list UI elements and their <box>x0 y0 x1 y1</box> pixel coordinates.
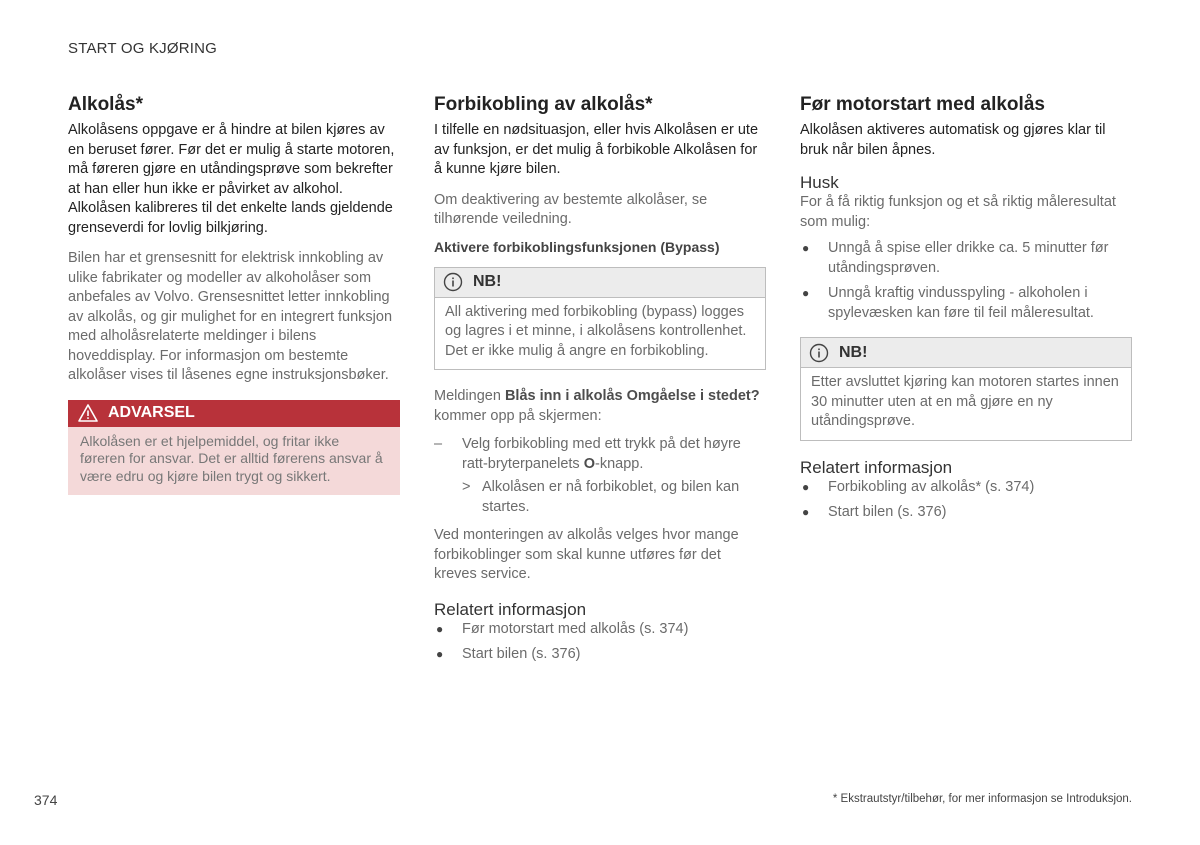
paragraph-activation: Alkolåsen aktiveres automatisk og gjøres klar til bruk når bilen åpnes. <box>800 122 1106 158</box>
related-link-text: Start bilen (s. 376) <box>462 646 581 662</box>
husk-item-text: Unngå kraftig vindusspyling - alkoholen i spylevæsken kan føre til feil måleresultat. <box>828 285 1094 321</box>
warning-header <box>68 400 400 427</box>
paragraph-deactivation: Om deaktivering av bestemte alkolåser, se tilhørende veiledning. <box>434 191 708 227</box>
warning-title: ADVARSEL <box>108 404 195 421</box>
column-alkolas <box>68 93 400 495</box>
column-motorstart <box>800 93 1132 529</box>
heading-alkolas: Alkolås* <box>68 94 143 115</box>
step-text-b: -knapp. <box>594 455 644 472</box>
note-text: Etter avsluttet kjøring kan motoren startes innen 30 minutter uten at en må gjøre en ny utåndingsprøve. <box>811 374 1119 429</box>
warning-triangle-icon <box>78 403 98 423</box>
bullet-icon: ● <box>802 505 810 519</box>
note-text: All aktivering med forbikobling (bypass) logges og lagres i et minne, i alkolåsens kontrollenhet. Det er ikke mulig å angre en forbikobling. <box>445 303 747 359</box>
message-highlight: Blås inn i alkolås Omgåelse i stedet? <box>504 388 760 404</box>
page-number: 374 <box>34 792 58 808</box>
heading-related-info: Relatert informasjon <box>800 457 953 477</box>
husk-list <box>800 239 1132 323</box>
related-list <box>434 620 766 665</box>
related-link-1[interactable] <box>800 478 1132 498</box>
step-button-label: O <box>583 455 595 472</box>
related-link-text: Forbikobling av alkolås* (s. 374) <box>828 478 1035 495</box>
paragraph-service: Ved monteringen av alkolås velges hvor mange forbikoblinger som skal kunne utføres før det kreves service. <box>434 527 739 582</box>
bullet-icon: ● <box>802 241 810 255</box>
heading-related-info: Relatert informasjon <box>434 599 587 619</box>
note-title: NB! <box>473 273 502 290</box>
paragraph-interface: Bilen har et grensesnitt for elektrisk innkobling av ulike fabrikater og modeller av alkoholåser som anbefales av Volvo. Grensesnittet letter innkobling av alkolås, og gir mulighet for en integrert funksjon med alholåsrelaterte meldinger i bilens hoveddisplay. For informasjon om bestemte alkolåser vises til låsenes egne instruksjonsbøker. <box>68 250 393 383</box>
note-box <box>434 267 766 371</box>
paragraph-emergency: I tilfelle en nødsituasjon, eller hvis Alkolåsen er ute av funksjon, er det mulig å forbikoble Alkolåsen for å kunne kjøre bilen. <box>434 122 759 177</box>
note-header <box>435 268 765 298</box>
bullet-icon: ● <box>436 647 444 661</box>
heading-forbikobling: Forbikobling av alkolås* <box>434 94 653 115</box>
section-header: START OG KJØRING <box>68 40 218 57</box>
husk-item-1 <box>800 239 1132 278</box>
heading-motorstart: Før motorstart med alkolås <box>800 94 1045 115</box>
paragraph-message <box>434 387 766 426</box>
column-forbikobling <box>434 93 766 671</box>
result-text: Alkolåsen er nå forbikoblet, og bilen kan startes. <box>482 479 740 515</box>
related-link-2[interactable] <box>800 503 1132 523</box>
paragraph-husk: For å få riktig funksjon og et så riktig måleresultat som mulig: <box>800 194 1116 230</box>
subheading-bypass: Aktivere forbikoblingsfunksjonen (Bypass) <box>434 238 720 255</box>
husk-item-text: Unngå å spise eller drikke ca. 5 minutter før utåndingsprøven. <box>828 240 1109 276</box>
bullet-icon: ● <box>802 479 810 494</box>
step-dash: – <box>434 436 443 452</box>
heading-husk: Husk <box>800 173 839 192</box>
husk-item-2 <box>800 284 1132 323</box>
related-link-2[interactable] <box>434 645 766 665</box>
footnote: * Ekstrautstyr/tilbehør, for mer informasjon se Introduksjon. <box>832 793 1132 805</box>
related-link-1[interactable] <box>434 620 766 640</box>
warning-text: Alkolåsen er et hjelpemiddel, og fritar ikke føreren for ansvar. Det er alltid førerens ansvar å være edru og kjøre bilen trygt og sikkert. <box>80 432 383 484</box>
paragraph-intro: Alkolåsens oppgave er å hindre at bilen kjøres av en beruset fører. Før det er mulig å starte motoren, må føreren gjøre en utåndingsprøve som bekrefter at han eller hun ikke er påvirket av alkohol. Alkolåsen kalibreres til det enkelte lands gjeldende grenseverdi for lovlig bilkjøring. <box>68 122 395 236</box>
related-link-text: Start bilen (s. 376) <box>828 504 947 520</box>
related-link-text: Før motorstart med alkolås (s. 374) <box>462 620 689 637</box>
result-arrow: > <box>462 479 471 495</box>
step-item <box>434 435 766 474</box>
note-box <box>800 337 1132 441</box>
warning-box <box>68 400 400 496</box>
info-circle-icon <box>443 272 463 292</box>
related-list <box>800 478 1132 523</box>
info-circle-icon <box>809 343 829 363</box>
step-result <box>434 478 766 517</box>
message-prefix: Meldingen <box>434 388 501 404</box>
bullet-icon: ● <box>802 286 810 300</box>
step-text-a: Velg forbikobling med ett trykk på det høyre ratt-bryterpanelets <box>462 436 741 472</box>
bullet-icon: ● <box>436 621 444 636</box>
note-title: NB! <box>839 343 868 361</box>
note-header <box>801 338 1131 368</box>
message-suffix: kommer opp på skjermen: <box>434 407 602 424</box>
